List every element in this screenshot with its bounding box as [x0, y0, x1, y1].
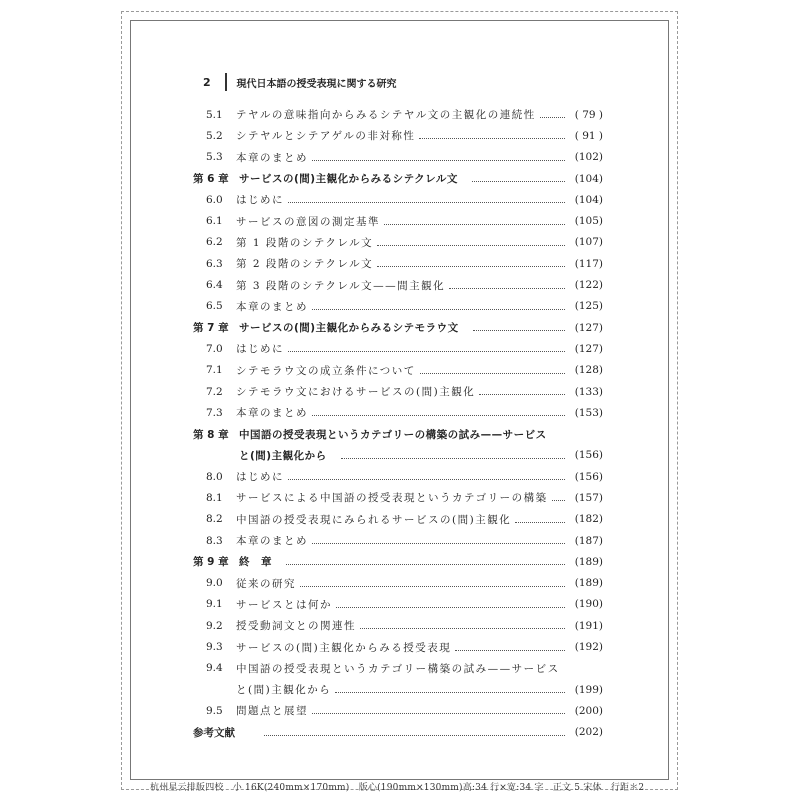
toc-section-row — [193, 360, 603, 381]
toc-page-number: (182) — [574, 513, 603, 526]
toc-entry-number: 7.0 — [206, 342, 223, 355]
toc-page-number: (199) — [574, 683, 603, 696]
toc-entry-title: と(間)主観化から — [239, 449, 327, 462]
toc-entry-number: 9.5 — [206, 704, 223, 717]
toc-section-row — [193, 509, 603, 530]
toc-entry-number: 6.5 — [206, 300, 223, 313]
dot-leader — [473, 330, 565, 331]
toc-page-number: (107) — [574, 236, 603, 249]
dot-leader — [312, 713, 565, 714]
toc-entry-number: 5.3 — [206, 151, 223, 164]
toc-entry-title: サービスとは何か — [236, 598, 332, 611]
toc-section-row — [193, 466, 603, 487]
toc-section-row — [236, 679, 603, 700]
dot-leader — [264, 735, 565, 736]
dot-leader — [515, 522, 565, 523]
toc-section-row — [193, 636, 603, 657]
toc-entry-number: 9.0 — [206, 577, 223, 590]
toc-page-number: (125) — [574, 300, 603, 313]
dot-leader — [336, 607, 565, 608]
toc-page-number: (189) — [574, 555, 603, 568]
header-divider — [225, 73, 227, 91]
toc-page-number: (105) — [574, 215, 603, 228]
toc-entry-number: 7.2 — [206, 385, 223, 398]
toc-entry-number: 5.2 — [206, 129, 223, 142]
toc-page-number: (189) — [574, 577, 603, 590]
dot-leader — [312, 415, 565, 416]
dot-leader — [335, 692, 565, 693]
header-page-number: 2 — [203, 75, 211, 89]
toc-entry-title: シテモラウ文におけるサービスの(間)主観化 — [236, 386, 476, 398]
toc-entry-title: と(間)主観化から — [236, 684, 332, 697]
toc-entry-number: 8.0 — [206, 470, 223, 483]
table-of-contents — [193, 104, 603, 743]
toc-chapter-row — [193, 423, 603, 444]
toc-page-number: (128) — [574, 364, 603, 377]
dot-leader — [479, 394, 565, 395]
toc-section-row — [193, 487, 603, 508]
running-header — [203, 73, 397, 91]
toc-entry-title: サービスの(間)主観化からみるシテモラウ文 — [239, 322, 459, 335]
toc-entry-number: 6.1 — [206, 215, 223, 228]
toc-entry-number: 6.0 — [206, 193, 223, 206]
dot-leader — [288, 351, 565, 352]
toc-section-row — [193, 658, 603, 679]
toc-entry-title: 第 1 段階のシテクレル文 — [236, 236, 374, 249]
toc-section-row — [193, 189, 603, 210]
toc-page-number: (190) — [574, 598, 603, 611]
toc-entry-title: 中国語の授受表現というカテゴリーの構築の試み——サービス — [239, 428, 547, 441]
dot-leader — [377, 245, 565, 246]
toc-section-row — [193, 253, 603, 274]
toc-entry-title: テヤルの意味指向からみるシテヤル文の主観化の連続性 — [236, 109, 536, 122]
header-book-title: 現代日本語の授受表現に関する研究 — [236, 78, 397, 90]
toc-entry-title: 本章のまとめ — [236, 151, 308, 164]
toc-entry-number: 9.3 — [206, 641, 223, 654]
toc-page-number: (104) — [574, 172, 603, 185]
toc-section-row — [193, 232, 603, 253]
dot-leader — [286, 564, 565, 565]
toc-entry-number: 6.3 — [206, 257, 223, 270]
toc-entry-title: サービスによる中国語の授受表現というカテゴリーの構築 — [236, 492, 548, 505]
toc-entry-title: 終 章 — [239, 556, 272, 569]
toc-entry-title: 中国語の授受表現にみられるサービスの(間)主観化 — [236, 513, 512, 526]
toc-section-row — [193, 700, 603, 721]
toc-section-row — [193, 615, 603, 636]
toc-entry-title — [239, 725, 250, 740]
toc-page-number: (153) — [574, 406, 603, 419]
dot-leader — [341, 458, 565, 459]
toc-page-number: (102) — [574, 151, 603, 164]
toc-page-number: ( 79 ) — [574, 108, 603, 121]
dot-leader — [540, 117, 565, 118]
toc-entry-number: 第 9 章 — [193, 556, 229, 569]
toc-entry-title: シテヤルとシテアゲルの非対称性 — [236, 130, 416, 143]
toc-entry-title: サービスの(間)主観化からみる授受表現 — [236, 641, 452, 654]
toc-page-number: (157) — [574, 491, 603, 504]
toc-entry-number: 9.4 — [206, 662, 223, 675]
toc-entry-title: 従来の研究 — [236, 577, 296, 590]
toc-entry-number: 参考文献 — [193, 726, 235, 739]
toc-entry-number: 5.1 — [206, 108, 223, 121]
toc-entry-number: 第 8 章 — [193, 428, 229, 441]
toc-entry-title: 第 2 段階のシテクレル文 — [236, 258, 374, 271]
print-spec-footer: 杭州星云排版四校 小 16K(240mm×170mm) 版心(190mm×130mm)高:34 行×宽:34 字 正文 5 宋体 行距＊2 — [150, 783, 645, 793]
toc-page-number: (156) — [574, 449, 603, 462]
dot-leader — [312, 309, 565, 310]
dot-leader — [360, 628, 565, 629]
dot-leader — [449, 288, 565, 289]
dot-leader — [384, 224, 565, 225]
toc-page-number: ( 91 ) — [574, 129, 603, 142]
toc-entry-title: 第 3 段階のシテクレル文——間主観化 — [236, 279, 446, 292]
toc-entry-number: 第 7 章 — [193, 322, 229, 335]
toc-section-row — [193, 573, 603, 594]
toc-entry-number: 8.1 — [206, 491, 223, 504]
toc-chapter-row — [193, 168, 603, 189]
toc-entry-number: 9.1 — [206, 598, 223, 611]
toc-section-row — [193, 381, 603, 402]
toc-entry-number: 6.4 — [206, 279, 223, 292]
toc-chapter-row — [193, 445, 603, 466]
toc-entry-number: 8.3 — [206, 534, 223, 547]
toc-entry-title: 問題点と展望 — [236, 705, 308, 718]
toc-entry-number: 7.3 — [206, 406, 223, 419]
toc-entry-title: シテモラウ文の成立条件について — [236, 364, 416, 377]
toc-section-row — [193, 594, 603, 615]
toc-section-row — [193, 296, 603, 317]
toc-entry-number: 9.2 — [206, 619, 223, 632]
toc-section-row — [193, 210, 603, 231]
toc-page-number: (127) — [574, 321, 603, 334]
toc-entry-number: 7.1 — [206, 364, 223, 377]
toc-section-row — [193, 402, 603, 423]
toc-entry-title: サービスの(間)主観化からみるシテクレル文 — [239, 173, 458, 186]
toc-entry-title: 授受動詞文との関連性 — [236, 620, 356, 633]
dot-leader — [419, 138, 565, 139]
toc-page-number: (117) — [574, 257, 603, 270]
toc-page-number: (122) — [574, 279, 603, 292]
toc-section-row — [193, 530, 603, 551]
dot-leader — [377, 266, 565, 267]
dot-leader — [312, 543, 565, 544]
toc-entry-title: はじめに — [236, 343, 284, 356]
toc-page-number: (200) — [574, 704, 603, 717]
dot-leader — [288, 479, 565, 480]
dot-leader — [312, 160, 565, 161]
dot-leader — [455, 650, 565, 651]
toc-section-row — [193, 147, 603, 168]
toc-page-number: (104) — [574, 193, 603, 206]
toc-entry-title: はじめに — [236, 471, 284, 484]
toc-entry-title: 本章のまとめ — [236, 300, 308, 313]
toc-entry-number: 8.2 — [206, 513, 223, 526]
toc-page-number: (156) — [574, 470, 603, 483]
toc-section-row — [193, 104, 603, 125]
dot-leader — [552, 500, 565, 501]
toc-entry-title: サービスの意図の測定基準 — [236, 215, 380, 228]
toc-entry-title: 本章のまとめ — [236, 535, 308, 548]
toc-page-number: (127) — [574, 342, 603, 355]
toc-entry-number: 第 6 章 — [193, 173, 229, 186]
dot-leader — [420, 373, 565, 374]
dot-leader — [472, 181, 565, 182]
toc-page-number: (187) — [574, 534, 603, 547]
dot-leader — [300, 586, 565, 587]
toc-page-number: (202) — [574, 726, 603, 739]
toc-chapter-row — [193, 722, 603, 743]
toc-section-row — [193, 274, 603, 295]
toc-page-number: (133) — [574, 385, 603, 398]
toc-entry-title: はじめに — [236, 194, 284, 207]
toc-entry-title: 中国語の授受表現というカテゴリー構築の試み——サービス — [236, 662, 560, 675]
toc-chapter-row — [193, 551, 603, 572]
toc-entry-number: 6.2 — [206, 236, 223, 249]
toc-section-row — [193, 338, 603, 359]
toc-section-row — [193, 125, 603, 146]
toc-chapter-row — [193, 317, 603, 338]
toc-page-number: (191) — [574, 619, 603, 632]
toc-page-number: (192) — [574, 641, 603, 654]
toc-entry-title: 本章のまとめ — [236, 407, 308, 420]
dot-leader — [288, 202, 565, 203]
